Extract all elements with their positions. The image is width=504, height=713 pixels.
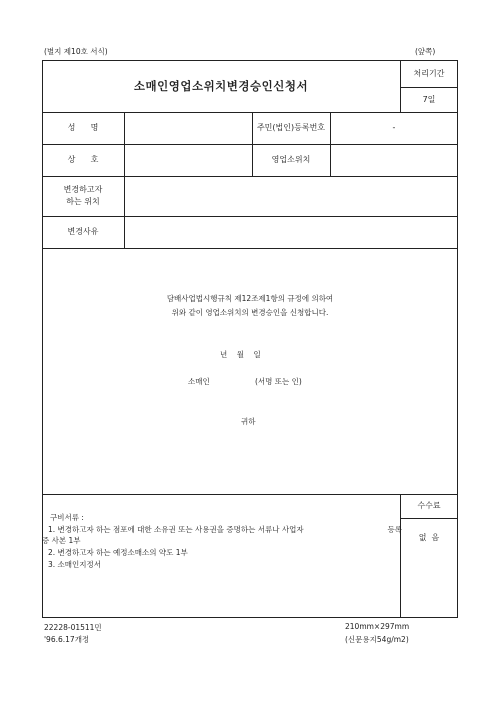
applicant-signature[interactable]: (서명 또는 인)	[255, 377, 302, 386]
divider	[42, 248, 458, 249]
divider	[42, 494, 458, 495]
document-item-2: 2. 변경하고자 하는 예정소매소의 약도 1부	[48, 547, 188, 557]
document-item-1-cont: 증 사본 1부	[42, 536, 81, 546]
new-location-label	[42, 176, 124, 216]
business-location-label: 영업소위치	[271, 155, 311, 165]
fee-value: 없 음	[418, 533, 440, 543]
form-code: 22228-01511민	[44, 623, 102, 632]
applicant-label: 소매인	[188, 377, 210, 386]
date-line: 년 월 일	[220, 350, 261, 359]
statement-line2: 위와 같이 영업소위치의 변경승인을 신청합니다.	[171, 308, 329, 318]
page-side-label: (앞쪽)	[415, 47, 436, 56]
processing-period-label: 처리기간	[413, 68, 445, 78]
new-location-field[interactable]	[124, 176, 458, 216]
document-item-3: 3. 소매인지정서	[48, 559, 102, 569]
reason-field[interactable]	[124, 216, 458, 248]
fee-label: 수수료	[417, 501, 441, 511]
reason-label: 변경사유	[67, 227, 99, 237]
processing-period-value: 7일	[422, 94, 436, 104]
id-number-field[interactable]: -	[392, 123, 396, 133]
trade-name-label: 상 호	[67, 155, 99, 165]
revision-date: '96.6.17개정	[44, 635, 90, 644]
new-location-label-line1: 변경하고자	[63, 185, 103, 195]
paper-type: (신문용지54g/m2)	[345, 635, 409, 644]
form-title: 소매인영업소위치변경승인신청서	[133, 78, 309, 93]
statement-line1: 담배사업법시행규칙 제12조제1항의 규정에 의하여	[166, 294, 334, 303]
document-item-1	[46, 524, 402, 536]
name-label: 성 명	[67, 123, 99, 133]
application-statement	[42, 292, 458, 321]
id-number-label: 주민(법인)등록번호	[256, 123, 326, 133]
documents-heading: 구비서류 :	[50, 513, 84, 522]
new-location-label-line2: 하는 위치	[66, 197, 100, 206]
required-documents	[42, 512, 402, 570]
name-field[interactable]	[124, 112, 252, 144]
trade-name-field[interactable]	[124, 144, 252, 176]
addressee: 귀하	[241, 417, 256, 426]
document-item-1-suffix: 등록	[387, 524, 402, 534]
paper-size: 210mm×297mm	[345, 622, 410, 631]
business-location-field[interactable]	[330, 144, 458, 176]
form-number: (별지 제10호 서식)	[44, 47, 108, 56]
document-item-1-text: 1. 변경하고자 하는 점포에 대한 소유권 또는 사용권을 증명하는 서류나 사업자	[48, 524, 304, 534]
